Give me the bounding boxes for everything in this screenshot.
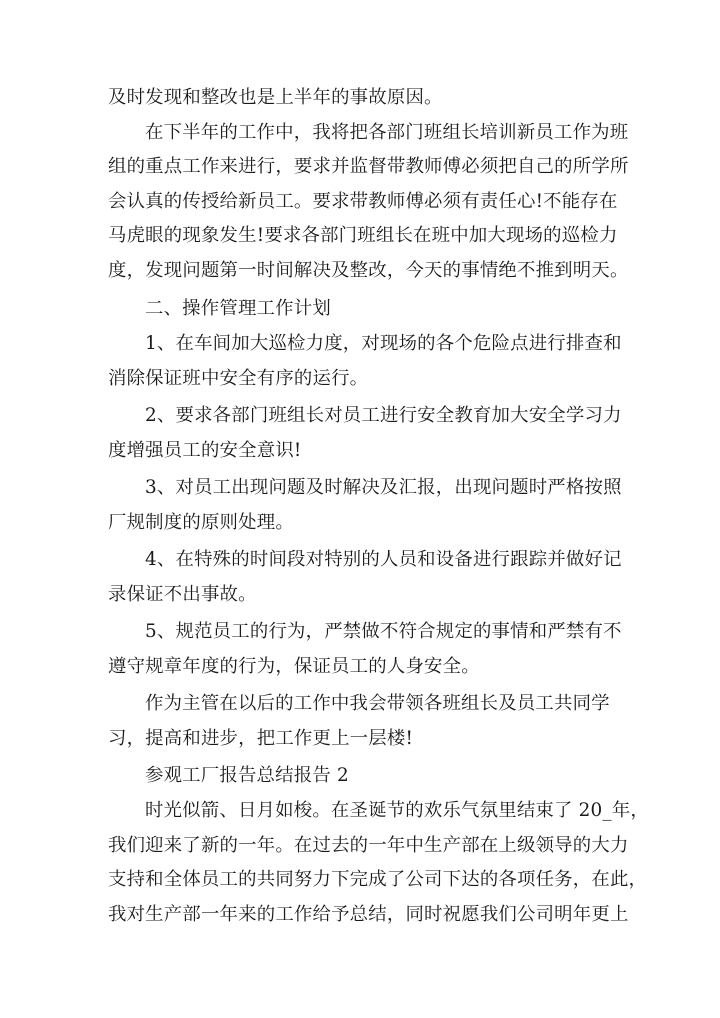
text-line: 消除保证班中安全有序的运行。: [108, 368, 369, 389]
text-line: 马虎眼的现象发生!要求各部门班组长在班中加大现场的巡检力: [108, 225, 618, 246]
report-title: 参观工厂报告总结报告 2: [145, 765, 349, 786]
text-line: 组的重点工作来进行，要求并监督带教师傅必须把自己的所学所: [108, 156, 629, 177]
text-line: 录保证不出事故。: [108, 584, 257, 605]
section-heading: 二、操作管理工作计划: [145, 298, 331, 319]
paragraph-start: 时光似箭、日月如梭。在圣诞节的欢乐气氛里结束了 20_年，: [145, 800, 650, 821]
paragraph-start: 作为主管在以后的工作中我会带领各班组长及员工共同学: [145, 693, 610, 714]
list-item-2: 2、要求各部门班组长对员工进行安全教育加大安全学习力: [145, 405, 622, 426]
list-item-5: 5、规范员工的行为，严禁做不符合规定的事情和严禁有不: [145, 621, 622, 642]
list-item-4: 4、在特殊的时间段对特别的人员和设备进行跟踪并做好记: [145, 549, 622, 570]
text-line: 厂规制度的原则处理。: [108, 512, 294, 533]
text-line: 会认真的传授给新员工。要求带教师傅必须有责任心!不能存在: [108, 191, 618, 212]
text-line: 支持和全体员工的共同努力下完成了公司下达的各项任务，在此，: [108, 869, 648, 890]
paragraph-start: 在下半年的工作中，我将把各部门班组长培训新员工作为班: [145, 122, 629, 143]
text-line: 习，提高和进步，把工作更上一层楼!: [108, 728, 414, 749]
list-item-3: 3、对员工出现问题及时解决及汇报，出现问题时严格按照: [145, 477, 622, 498]
text-line: 遵守规章年度的行为，保证员工的人身安全。: [108, 656, 480, 677]
list-item-1: 1、在车间加大巡检力度，对现场的各个危险点进行排查和: [145, 333, 622, 354]
text-line: 我对生产部一年来的工作给予总结，同时祝愿我们公司明年更上: [108, 904, 629, 925]
text-line: 我们迎来了新的一年。在过去的一年中生产部在上级领导的大力: [108, 835, 629, 856]
text-line: 度，发现问题第一时间解决及整改，今天的事情绝不推到明天。: [108, 260, 629, 281]
text-line: 及时发现和整改也是上半年的事故原因。: [108, 87, 443, 108]
text-line: 度增强员工的安全意识!: [108, 440, 302, 461]
